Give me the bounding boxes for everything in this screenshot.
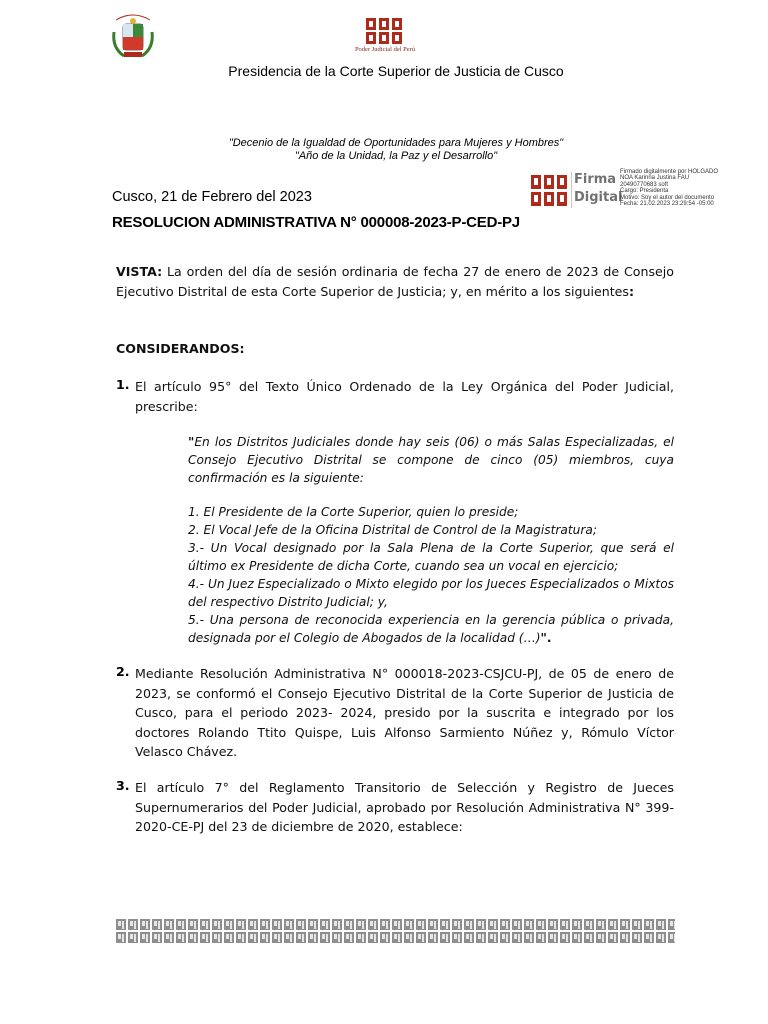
firma-digital-label bbox=[574, 171, 622, 207]
footer-pattern-band bbox=[115, 918, 675, 944]
quote-list-item: 1. El Presidente de la Corte Superior, quien lo preside; bbox=[188, 505, 519, 519]
item-1-text: El artículo 95° del Texto Único Ordenado de la Ley Orgánica del Poder Judicial, prescribe: bbox=[135, 379, 674, 414]
quote-intro-text: En los Distritos Judiciales donde hay seis (06) o más Salas Especializadas, el Consejo Ejecutivo Distrital se compone de cinco (05) miembros, cuya confirmación es la siguiente: bbox=[188, 435, 674, 485]
signature-line: Cargo: Presidenta bbox=[620, 188, 669, 195]
firma-word: Firma bbox=[574, 172, 617, 187]
header-title: Presidencia de la Corte Superior de Justicia de Cusco bbox=[228, 63, 564, 79]
signature-line: Fecha: 21.02.2023 23:29:54 -05:00 bbox=[620, 201, 714, 208]
quote-list-item: 2. El Vocal Jefe de la Oficina Distrital de Control de la Magistratura; bbox=[188, 523, 597, 537]
item-2-text: Mediante Resolución Administrativa N° 000018-2023-CSJCU-PJ, de 05 de enero de 2023, se conformó el Consejo Ejecutivo Distrital de la Corte Superior de Justicia de Cusco, para el periodo 2023- 2024, presido por la suscrita e integrado por los doctores Rolando Ttito Quispe, Luis Alfonso Sarmiento Núñez y, Rómulo Víctor Velasco Chávez. bbox=[135, 666, 674, 760]
signature-details bbox=[620, 169, 760, 207]
quote-close-mark: ". bbox=[540, 631, 552, 645]
vista-paragraph bbox=[116, 262, 674, 301]
quote-list-item bbox=[188, 611, 674, 647]
quote-intro bbox=[188, 433, 674, 487]
considerandos-heading: CONSIDERANDOS: bbox=[116, 341, 245, 356]
quote-list-item: 4.- Un Juez Especializado o Mixto elegido por los Jueces Especializados o Mixtos del respectivo Distrito Judicial; y, bbox=[188, 577, 674, 609]
quote-list bbox=[188, 503, 674, 647]
slogan-year: "Año de la Unidad, la Paz y el Desarrollo" bbox=[294, 150, 498, 162]
item-number: 2. bbox=[116, 664, 130, 679]
digital-word: Digital bbox=[574, 190, 623, 205]
vista-label: VISTA: bbox=[116, 264, 163, 279]
quote-last-text: 5.- Una persona de reconocida experiencia en la gerencia pública o privada, designada por el Colegio de Abogados de la localidad (…) bbox=[188, 613, 674, 645]
item-number: 3. bbox=[116, 778, 130, 793]
vista-text: La orden del día de sesión ordinaria de fecha 27 de enero de 2023 de Consejo Ejecutivo Distrital de esta Corte Superior de Justicia; y, en mérito a los siguientes bbox=[116, 264, 674, 299]
document-date: Cusco, 21 de Febrero del 2023 bbox=[112, 189, 312, 205]
quote-list-item: 3.- Un Vocal designado por la Sala Plena de la Corte Superior, que será el último ex Presidente de dicha Corte, cuando sea un vocal en ejercicio; bbox=[188, 541, 674, 573]
item-number: 1. bbox=[116, 377, 130, 392]
signature-line: Firmado digitalmente por HOLGADO bbox=[620, 169, 719, 175]
signature-line: NOA Karinna Justina FAU bbox=[620, 175, 690, 182]
pj-caption: Poder Judicial del Perú bbox=[354, 46, 416, 53]
item-3-text: El artículo 7° del Reglamento Transitorio de Selección y Registro de Jueces Supernumerarios del Poder Judicial, aprobado por Resolución Administrativa N° 399-2020-CE-PJ del 23 de diciembre de 2020, establece: bbox=[135, 780, 674, 835]
firma-digital-logo-icon bbox=[530, 173, 568, 209]
poder-judicial-logo-icon bbox=[358, 16, 412, 64]
slogan-decenio: "Decenio de la Igualdad de Oportunidades para Mujeres y Hombres" bbox=[228, 137, 564, 149]
peru-coat-of-arms-icon bbox=[110, 12, 156, 64]
signature-line: 20490770683 soft bbox=[620, 181, 669, 188]
quote-open-mark: " bbox=[188, 435, 195, 449]
signature-line: Motivo: Soy el autor del documento bbox=[620, 194, 715, 201]
footer-pattern-icon bbox=[115, 918, 675, 944]
signature-divider bbox=[571, 172, 572, 208]
vista-colon: : bbox=[628, 283, 635, 299]
resolution-title: RESOLUCION ADMINISTRATIVA N° 000008-2023-P-CED-PJ bbox=[112, 214, 520, 231]
